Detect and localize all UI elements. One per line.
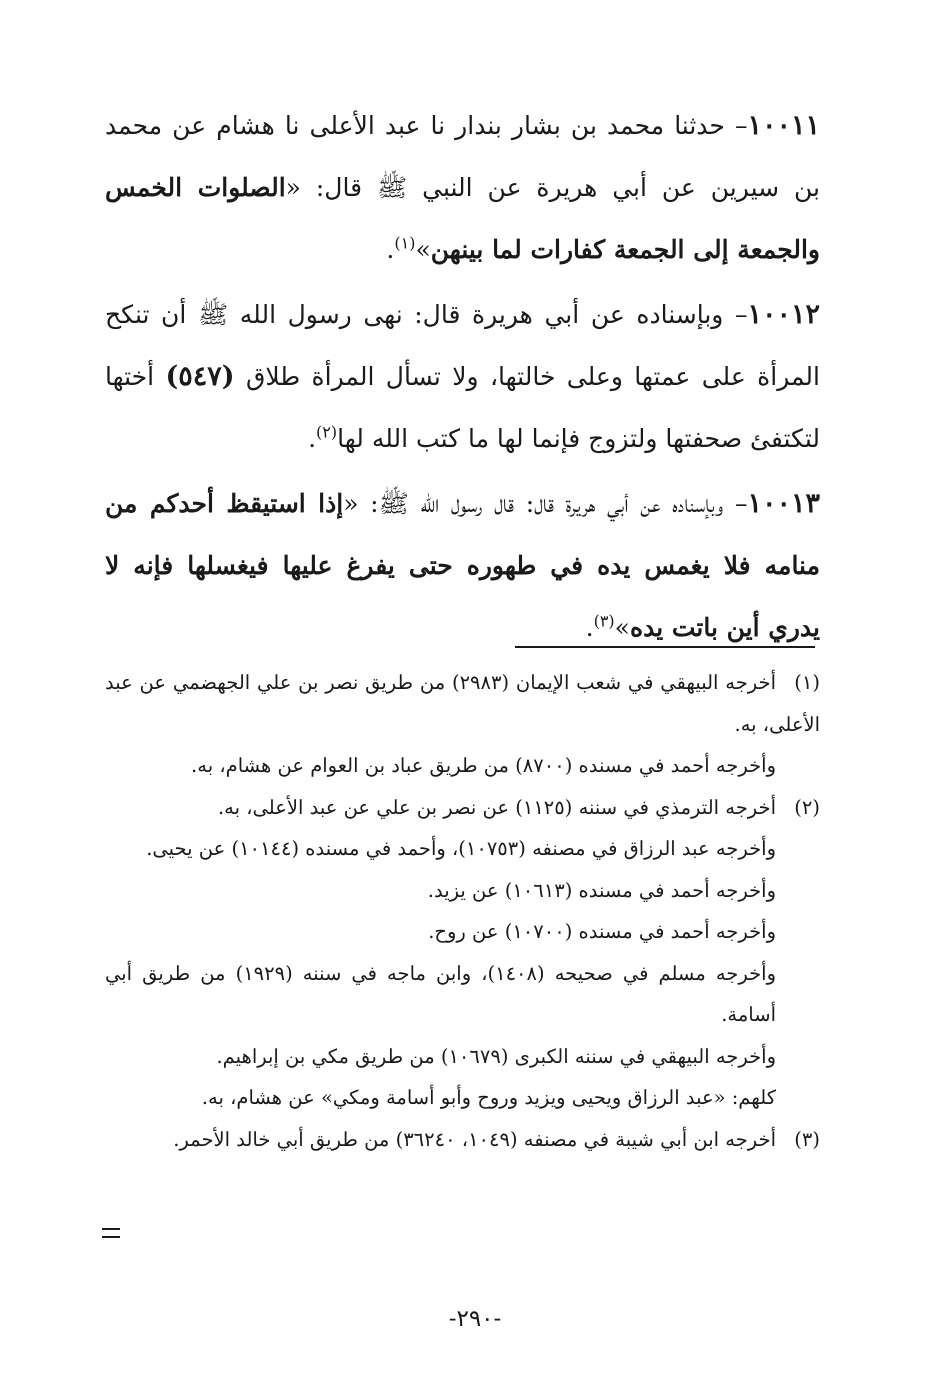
footnote-text: كلهم: «عبد الرزاق ويحيى ويزيد وروح وأبو أسامة ومكي» عن هشام، به. bbox=[201, 1086, 776, 1109]
main-text bbox=[105, 95, 820, 662]
hadith-10013 bbox=[105, 473, 820, 659]
hadith-dash: – bbox=[723, 489, 748, 518]
manuscript-page-marker: (٥٤٧) bbox=[165, 361, 235, 392]
hadith-dash: – bbox=[724, 111, 748, 140]
footnote-text: وأخرجه مسلم في صحيحه (١٤٠٨)، وابن ماجه في سننه (١٩٢٩) من طريق أبي أسامة. bbox=[105, 961, 776, 1026]
footnotes bbox=[105, 662, 820, 1160]
footnote-divider bbox=[515, 646, 815, 648]
footnote-2 bbox=[105, 787, 820, 829]
hadith-number: ١٠٠١٣ bbox=[747, 488, 820, 519]
hadith-text-continued: أختها لتكتفئ صحفتها ولتزوج فإنما لها ما كتب الله لها bbox=[105, 362, 820, 453]
page-number: -٢٩٠- bbox=[448, 1306, 502, 1332]
footnote-continues-mark bbox=[102, 1228, 120, 1238]
hadith-10011 bbox=[105, 95, 820, 281]
hadith-number: ١٠٠١١ bbox=[747, 110, 820, 141]
footnote-text: وأخرجه أحمد في مسنده (٨٧٠٠) من طريق عباد بن العوام عن هشام، به. bbox=[191, 754, 776, 777]
full-stop: . bbox=[308, 424, 317, 453]
footnote-text: وأخرجه أحمد في مسنده (١٠٧٠٠) عن روح. bbox=[428, 920, 776, 943]
footnote-2-continued bbox=[105, 953, 820, 1036]
footnote-2-continued bbox=[105, 1077, 820, 1119]
footnote-text: أخرجه ابن أبي شيبة في مصنفه (١٠٤٩، ٣٦٢٤٠) من طريق أبي خالد الأحمر. bbox=[173, 1127, 776, 1151]
footnote-text: وأخرجه عبد الرزاق في مصنفه (١٠٧٥٣)، وأحمد في مسنده (١٠١٤٤) عن يحيى. bbox=[146, 837, 776, 860]
full-stop: . bbox=[386, 235, 395, 264]
footnote-marker: (١) bbox=[794, 671, 820, 694]
hadith-dash: – bbox=[723, 300, 748, 329]
hadith-10012 bbox=[105, 284, 820, 470]
hadith-text: وبإسناده عن أبي هريرة قال: قال رسول الله ﷺ: « bbox=[343, 489, 724, 518]
footnote-2-continued bbox=[105, 1036, 820, 1078]
footnote-3 bbox=[105, 1119, 820, 1161]
footnote-text: وأخرجه البيهقي في سننه الكبرى (١٠٦٧٩) من طريق مكي بن إبراهيم. bbox=[216, 1044, 776, 1068]
hadith-text: حدثنا محمد بن بشار بندار نا عبد الأعلى نا هشام عن محمد بن سيرين عن أبي هريرة عن النبي ﷺ قال: « bbox=[105, 111, 820, 202]
footnote-2-continued bbox=[105, 870, 820, 912]
quote-close: » bbox=[415, 235, 431, 264]
footnote-text: أخرجه البيهقي في شعب الإيمان (٢٩٨٣) من طريق نصر بن علي الجهضمي عن عبد الأعلى، به. bbox=[105, 671, 820, 736]
footnote-2-continued bbox=[105, 911, 820, 953]
footnote-1 bbox=[105, 662, 820, 745]
hadith-matn: الصلوات الخمس والجمعة إلى الجمعة كفارات لما بينهن bbox=[105, 173, 820, 264]
footnote-text: وأخرجه أحمد في مسنده (١٠٦١٣) عن يزيد. bbox=[427, 878, 776, 902]
footnote-ref[interactable]: (٣) bbox=[593, 611, 615, 631]
footnote-marker: (٢) bbox=[794, 795, 820, 819]
hadith-matn: إذا استيقظ أحدكم من منامه فلا يغمس يده في طهوره حتى يفرغ عليها فيغسلها فإنه لا يدري أين باتت يده bbox=[105, 489, 820, 642]
hadith-number: ١٠٠١٢ bbox=[747, 299, 820, 330]
footnote-ref[interactable]: (٢) bbox=[316, 422, 338, 442]
footnote-1-continued bbox=[105, 745, 820, 787]
footnote-marker: (٣) bbox=[794, 1127, 820, 1151]
footnote-text: أخرجه الترمذي في سننه (١١٢٥) عن نصر بن علي عن عبد الأعلى، به. bbox=[217, 795, 776, 819]
full-stop: . bbox=[585, 613, 594, 642]
footnote-ref[interactable]: (١) bbox=[394, 233, 416, 253]
footnote-2-continued bbox=[105, 828, 820, 870]
quote-close: » bbox=[614, 613, 630, 642]
hadith-text: وبإسناده عن أبي هريرة قال: نهى رسول الله ﷺ أن تنكح المرأة على عمتها وعلى خالتها، ولا تسأل المرأة طلاق bbox=[105, 300, 820, 391]
